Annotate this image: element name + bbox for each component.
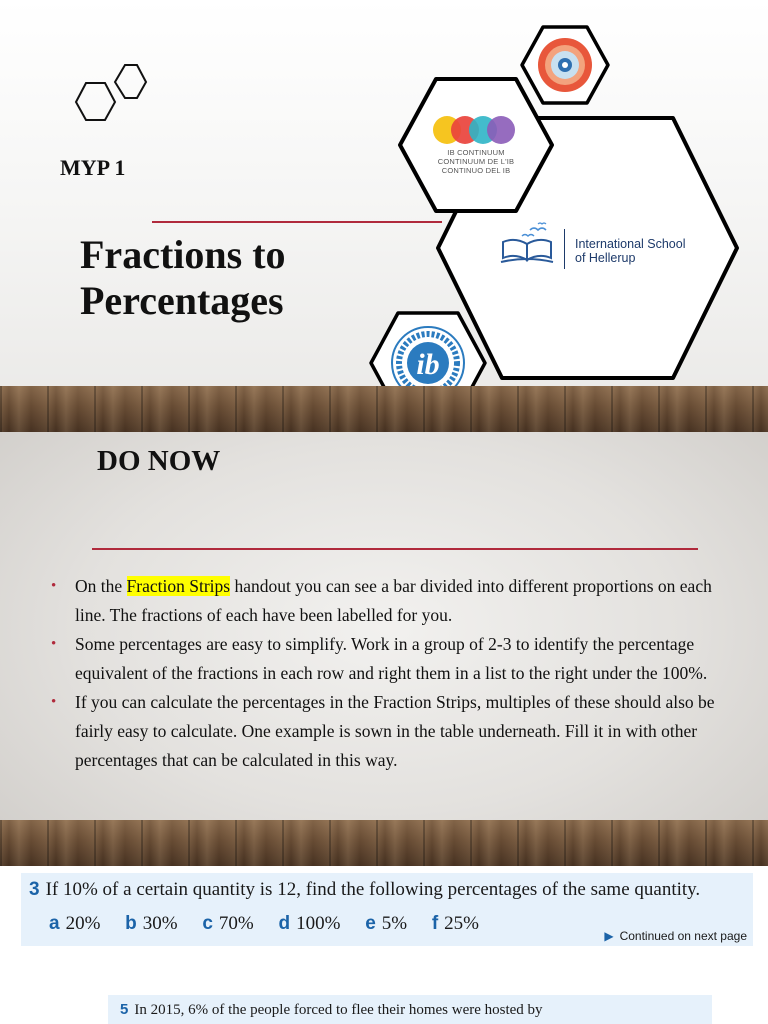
part-f xyxy=(432,913,479,934)
list-item xyxy=(50,572,730,630)
open-book-birds-icon xyxy=(500,220,556,268)
school-logo-divider xyxy=(564,229,565,269)
list-item xyxy=(50,688,730,775)
list-item xyxy=(50,630,730,688)
play-triangle-icon: ▶ xyxy=(604,929,614,943)
school-name-line-2: of Hellerup xyxy=(575,251,636,265)
myp-wheel-hexagon xyxy=(519,24,611,106)
bullet-1-pre: On the xyxy=(75,576,127,596)
ib-continuum-line-1: IB CONTINUUM xyxy=(447,148,505,157)
title-line-1: Fractions to xyxy=(80,232,286,277)
level-label: MYP 1 xyxy=(60,155,126,180)
part-letter: a xyxy=(49,913,60,934)
part-a xyxy=(49,913,100,934)
ib-continuum-caption xyxy=(420,148,532,175)
ib-continuum-line-2: CONTINUUM DE L'IB xyxy=(437,157,515,166)
title-divider xyxy=(152,221,442,223)
part-letter: f xyxy=(431,913,439,934)
continued-note xyxy=(604,929,747,943)
decorative-hexagons-icon xyxy=(70,62,152,124)
question-number: 3 xyxy=(29,879,40,900)
wood-floor-band xyxy=(0,386,768,432)
bullet-icon: • xyxy=(51,578,57,594)
heading-divider xyxy=(92,548,698,550)
ib-logo-text: ib xyxy=(416,348,440,381)
part-e xyxy=(365,913,407,934)
bullet-icon: • xyxy=(51,694,57,710)
highlighted-term: Fraction Strips xyxy=(126,576,231,596)
textbook-question-5 xyxy=(108,995,712,1024)
school-name-line-1: International School xyxy=(575,237,686,251)
part-value: 5% xyxy=(381,913,408,934)
question-text: If 10% of a certain quantity is 12, find the following percentages of the same quantity. xyxy=(45,879,701,900)
part-c xyxy=(202,913,253,934)
part-letter: c xyxy=(202,913,213,934)
bullet-1-post: handout you can see a bar divided into different proportions on each line. The fractions of each have been labelled for you. xyxy=(75,576,712,625)
ib-continuum-line-3: CONTINUO DEL IB xyxy=(441,166,511,175)
title-slide xyxy=(0,0,768,432)
bullet-3-text: If you can calculate the percentages in the Fraction Strips, multiples of these should also be fairly easy to calculate. One example is sown in the table underneath. Fill it in with other percentages that can be calculated in this way. xyxy=(75,692,715,770)
question-number: 5 xyxy=(120,1001,129,1018)
question-line xyxy=(120,1001,543,1019)
part-value: 70% xyxy=(218,913,254,934)
bullet-icon: • xyxy=(51,636,57,652)
question-parts xyxy=(49,913,499,935)
continued-text: Continued on next page xyxy=(619,929,747,943)
part-letter: b xyxy=(125,913,137,934)
title-line-2: Percentages xyxy=(80,278,284,323)
part-value: 20% xyxy=(65,913,101,934)
part-d xyxy=(279,913,341,934)
textbook-question-3 xyxy=(21,873,753,946)
school-name xyxy=(575,237,686,265)
part-value: 25% xyxy=(444,913,479,934)
bullet-list xyxy=(50,572,730,775)
part-b xyxy=(125,913,177,934)
bullet-2-text: Some percentages are easy to simplify. Work in a group of 2-3 to identify the percentage equivalent of the fractions in each row and right them in a list to the right under the 100%. xyxy=(75,634,708,683)
question-text: In 2015, 6% of the people forced to flee their homes were hosted by xyxy=(134,1002,543,1018)
slide-title xyxy=(80,232,410,324)
part-letter: e xyxy=(365,913,376,934)
wood-floor-band xyxy=(0,820,768,866)
part-value: 30% xyxy=(142,913,178,934)
part-value: 100% xyxy=(296,913,341,934)
part-letter: d xyxy=(278,913,291,934)
slide-heading: DO NOW xyxy=(97,445,221,477)
question-line xyxy=(29,879,700,901)
do-now-slide xyxy=(0,432,768,866)
